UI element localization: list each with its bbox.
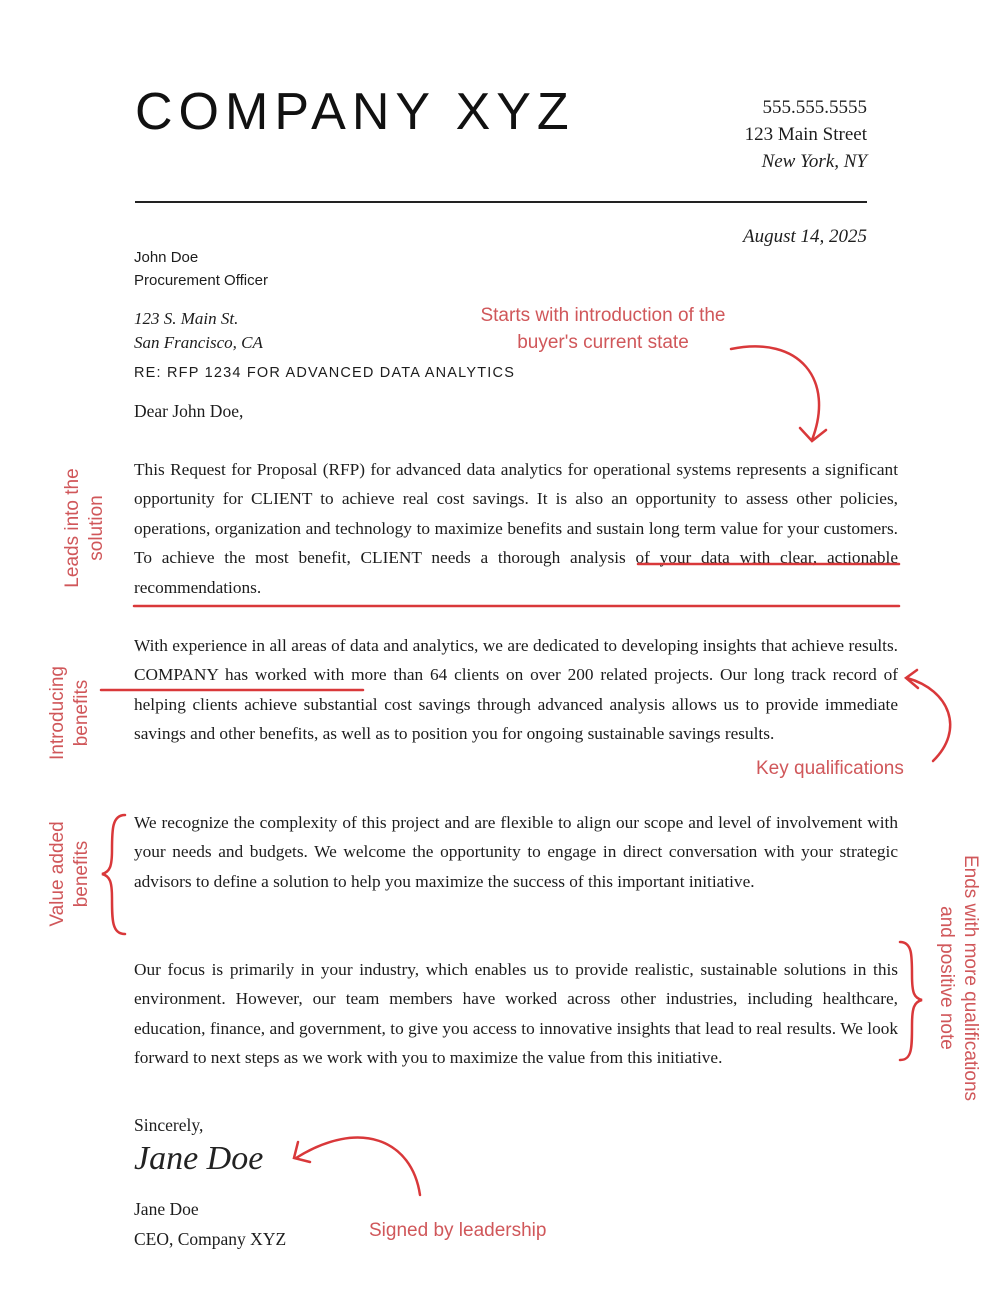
annotation-introducing-line2: benefits bbox=[71, 679, 92, 747]
annotation-intro-line1: Starts with introduction of the bbox=[480, 305, 726, 326]
recipient-city: San Francisco, CA bbox=[134, 333, 263, 352]
annotation-introducing-line1: Introducing bbox=[47, 666, 68, 761]
signer-name: Jane Doe bbox=[134, 1199, 199, 1219]
annotation-intro bbox=[440, 302, 766, 356]
annotation-intro-line2: buyer's current state bbox=[517, 332, 689, 353]
annotation-value bbox=[46, 774, 94, 974]
annotation-leads-line1: Leads into the bbox=[62, 468, 83, 588]
paragraph-1: This Request for Proposal (RFP) for advanced data analytics for operational systems represents a significant opportunity for CLIENT to achieve real cost savings. It is also an opportunity to assess other policies, operations, organization and technology to maximize benefits and sustain long term value for your customers. To achieve the most benefit, CLIENT needs a thorough analysis of your data with clear, actionable recommendations. bbox=[134, 460, 898, 597]
signer-title: CEO, Company XYZ bbox=[134, 1229, 287, 1249]
annotation-ends-line2: and positive note bbox=[936, 906, 957, 1050]
sender-contact bbox=[745, 94, 867, 175]
city: New York, NY bbox=[761, 151, 867, 172]
letter-date: August 14, 2025 bbox=[742, 226, 867, 247]
paragraph-4: Our focus is primarily in your industry, which enables us to provide realistic, sustainable solutions in this environment. However, our team members have worked across other industries, including healthcare, education, finance, and government, to give you access to innovative insights that lead to real results. We look forward to next steps as we work with you to maximize the value from this initiative. bbox=[134, 960, 898, 1068]
street: 123 Main Street bbox=[744, 124, 867, 145]
recipient-title: Procurement Officer bbox=[134, 272, 268, 289]
annotation-leads bbox=[61, 428, 109, 628]
arrow-signed bbox=[294, 1138, 420, 1195]
paragraph-2: With experience in all areas of data and analytics, we are dedicated to developing insights that achieve results. COMPANY has worked with more than 64 clients on over 200 related projects. Our long track record of helping clients achieve substantial cost savings through advanced analysis allows us to provide immediate savings and other benefits, as well as to position you for ongoing sustainable savings results. bbox=[134, 636, 898, 744]
annotation-value-line2: benefits bbox=[71, 840, 92, 908]
company-logo: COMPANY XYZ bbox=[135, 83, 575, 141]
recipient-name: John Doe bbox=[134, 249, 199, 266]
salutation: Dear John Doe, bbox=[134, 401, 244, 421]
paragraph-3: We recognize the complexity of this project and are flexible to align our scope and level of involvement with your needs and budgets. We welcome the opportunity to engage in direct conversation with your strategic advisors to define a solution to help you maximize the success of this important initiative. bbox=[134, 813, 898, 891]
signature: Jane Doe bbox=[134, 1140, 264, 1177]
arrow-intro bbox=[731, 346, 826, 441]
brace-ends bbox=[900, 942, 922, 1060]
annotation-leads-line2: solution bbox=[86, 495, 107, 561]
closing: Sincerely, bbox=[134, 1115, 204, 1135]
arrow-key bbox=[906, 670, 950, 761]
phone: 555.555.5555 bbox=[762, 97, 867, 118]
annotation-value-line1: Value added bbox=[47, 821, 68, 927]
annotation-ends bbox=[934, 828, 982, 1128]
annotation-key: Key qualifications bbox=[756, 758, 904, 779]
annotation-signed: Signed by leadership bbox=[369, 1220, 547, 1241]
header-divider bbox=[135, 201, 867, 203]
recipient-street: 123 S. Main St. bbox=[134, 309, 239, 328]
annotation-ends-line1: Ends with more qualifications bbox=[960, 854, 981, 1102]
brace-value bbox=[102, 815, 125, 934]
subject-line: RE: RFP 1234 FOR ADVANCED DATA ANALYTICS bbox=[134, 365, 516, 381]
